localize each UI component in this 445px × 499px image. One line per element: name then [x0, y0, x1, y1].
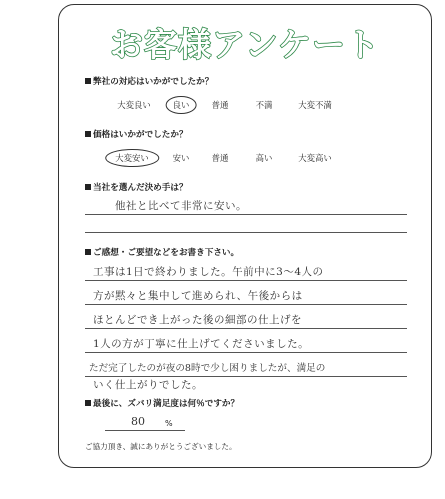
comment-line-1[interactable]: 工事は1日で終わりました。午前中に3〜4人の	[93, 266, 324, 278]
comment-rule	[85, 280, 407, 281]
question-reason-label: 当社を選んだ決め手は？	[93, 183, 188, 193]
comment-line-4[interactable]: 1人の方が丁寧に仕上げてくださいました。	[93, 338, 310, 350]
question-price-label: 価格はいかがでしたか？	[93, 130, 188, 140]
answer-line	[85, 232, 407, 233]
comment-rule	[85, 304, 407, 305]
question-service	[85, 75, 213, 87]
bullet-square-icon	[85, 249, 91, 255]
satisfaction-unit: %	[165, 419, 173, 428]
question-comments-label: ご感想・ご要望などをお書き下さい。	[93, 248, 240, 258]
question-reason	[85, 181, 188, 193]
option-price-4[interactable]: 高い	[255, 153, 273, 163]
comment-line-5[interactable]: ただ完了したのが夜の8時で少し困りましたが、満足の	[89, 363, 326, 374]
comment-line-6[interactable]: いく仕上がりでした。	[93, 379, 203, 391]
survey-card	[58, 4, 432, 468]
option-price-3[interactable]: 普通	[211, 153, 229, 163]
option-service-4[interactable]: 不満	[255, 100, 273, 110]
bullet-square-icon	[85, 184, 91, 190]
bullet-square-icon	[85, 400, 91, 406]
question-satisfaction-label: 最後に、ズバリ満足度は何％ですか？	[93, 399, 240, 409]
option-price-2[interactable]: 安い	[172, 153, 190, 163]
comment-rule	[85, 328, 407, 329]
option-price-1-selected[interactable]: 大変安い	[105, 149, 159, 167]
option-service-2-selected[interactable]: 良い	[166, 96, 197, 114]
question-price	[85, 128, 188, 140]
satisfaction-line	[105, 430, 185, 431]
satisfaction-value[interactable]: 80	[131, 415, 145, 428]
answer-reason[interactable]: 他社と比べて非常に安い。	[115, 200, 247, 212]
answer-line	[85, 214, 407, 215]
thanks-message: ご協力頂き、誠にありがとうございました。	[85, 442, 237, 451]
question-comments	[85, 246, 239, 258]
question-satisfaction	[85, 397, 239, 409]
survey-title: お客様アンケート	[109, 25, 381, 64]
bullet-square-icon	[85, 78, 91, 84]
option-service-5[interactable]: 大変不満	[298, 100, 332, 110]
comment-line-3[interactable]: ほとんどでき上がった後の細部の仕上げを	[93, 314, 302, 326]
comment-line-2[interactable]: 方が黙々と集中して進められ、午後からは	[93, 290, 303, 302]
option-service-3[interactable]: 普通	[211, 100, 229, 110]
option-service-1[interactable]: 大変良い	[117, 100, 151, 110]
comment-rule	[85, 352, 407, 353]
option-price-5[interactable]: 大変高い	[298, 153, 332, 163]
question-service-label: 弊社の対応はいかがでしたか？	[93, 77, 214, 87]
bullet-square-icon	[85, 131, 91, 137]
